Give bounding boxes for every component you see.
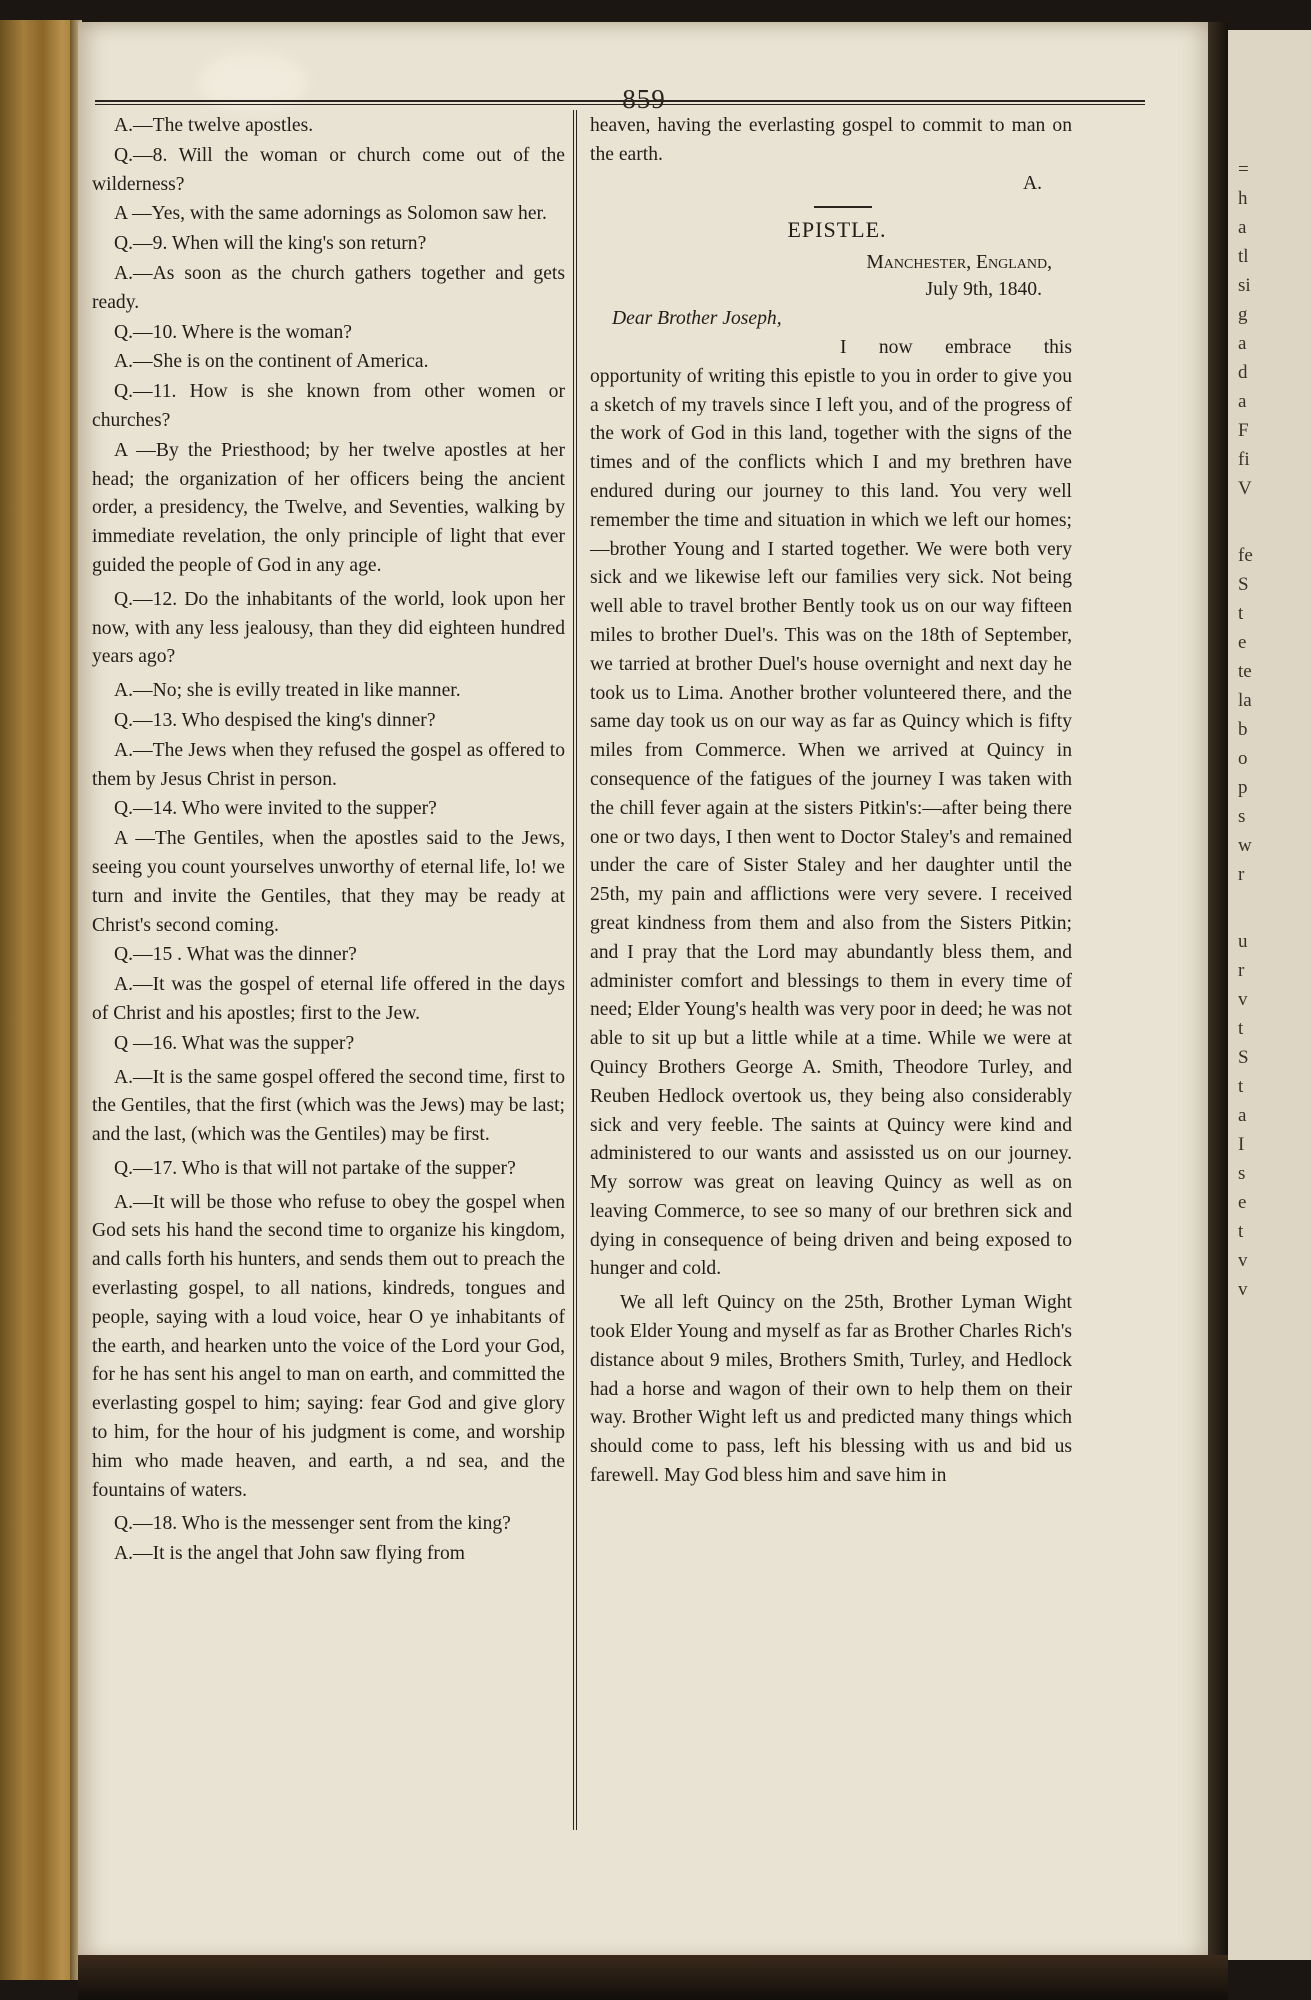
header-rule-thin <box>95 104 1145 105</box>
edge-fragment: t <box>1238 1018 1244 1039</box>
column-divider-thin <box>576 110 577 1830</box>
edge-fragment: v <box>1238 1279 1248 1300</box>
next-page-edge <box>1228 30 1311 1960</box>
edge-fragment: a <box>1238 1105 1247 1126</box>
edge-fragment <box>1238 503 1253 541</box>
qa-paragraph: Q.—9. When will the king's son return? <box>114 233 427 255</box>
qa-paragraph: A.—It is the same gospel offered the second time, first to the Gentiles, that the first (which was the Jews) may be last; and the last, (which was the Gentiles) may be first. <box>92 1066 565 1146</box>
qa-paragraph: Q —16. What was the supper? <box>114 1032 355 1054</box>
qa-paragraph: Q.—14. Who were invited to the supper? <box>114 798 437 820</box>
qa-paragraph: A.—It is the angel that John saw flying from <box>114 1543 465 1565</box>
qa-paragraph: A.—As soon as the church gathers together and gets ready. <box>92 262 565 313</box>
edge-fragment: si <box>1238 275 1251 296</box>
edge-fragment: w <box>1238 835 1252 856</box>
qa-paragraph: A.—She is on the continent of America. <box>114 351 429 373</box>
edge-fragment: = <box>1238 159 1249 180</box>
edge-fragment: a <box>1238 217 1247 238</box>
edge-fragment: v <box>1238 1250 1248 1271</box>
edge-fragment: r <box>1238 960 1245 981</box>
edge-fragment: fi <box>1238 449 1250 470</box>
edge-fragment: h <box>1238 188 1248 209</box>
edge-fragment: p <box>1238 777 1248 798</box>
salutation: Dear Brother Joseph, <box>612 308 782 330</box>
edge-fragment: te <box>1238 661 1252 682</box>
edge-fragment: e <box>1238 1192 1247 1213</box>
edge-fragment: d <box>1238 362 1248 383</box>
continuation-text: heaven, having the everlasting gospel to commit to man on the earth. <box>590 115 1072 165</box>
edge-fragment: e <box>1238 632 1247 653</box>
epistle-paragraph-2: We all left Quincy on the 25th, Brother Lyman Wight took Elder Young and myself as far as Brother Charles Rich's distance about 9 miles, Brothers Smith, Turley, and Hedlock had a horse and wagon of their own to help them on their way. Brother Wight left us and predicted many things which should come to pass, left his blessing with us and bid us farewell. May God bless him and save him in <box>590 1292 1072 1487</box>
header-rule <box>95 100 1145 102</box>
edge-fragment: t <box>1238 1221 1244 1242</box>
next-page-fragments <box>1238 155 1253 1304</box>
article-signature: A. <box>1022 172 1042 194</box>
epistle-paragraph-1: I now embrace this opportunity of writing this epistle to you in order to give you a sketch of my travels since I left you, and of the progress of the work of God in this land, together with the signs of the times and of the conflicts which I and my brethren have endured during our journey to this land. You very well remember the time and situation in which we left our homes;—brother Young and I started together. We were both very sick and we likewise left our families very sick. Not being well able to travel brother Bently took us on our way fifteen miles to brother Duel's. This was on the 18th of September, we tarried at brother Duel's house overnight and next day he took us to Lima. Another brother volunteered there, and the same day took us on our way as far as Quincy which is fifty miles from Commerce. When we arrived at Quincy in consequence of the fatigues of the journey I was taken with the chill fever again at the sisters Pitkin's:—after being there one or two days, I then went to Doctor Staley's and remained under the care of Sister Staley and her daughter until the 25th, my pain and afflictions were very severe. I received great kindness from them and also from the Sisters Pitkin; and I pray that the Lord may abundantly bless them, and administer comfort and blessings to them in every time of need; Elder Young's health was very poor in deed; he was not able to sit up but a little while at a time. While we were at Quincy Brothers George A. Smith, Theodore Turley, and Reuben Hedlock overtook us, they being also considerably sick and very feeble. The saints at Quincy were kind and administered to our wants and assissted us on our journey. My sorrow was great on leaving Quincy as well as on leaving Commerce, to see so many of our brethren sick and dying in consequence of being driven and being exposed to hunger and cold. <box>590 336 1072 1280</box>
qa-paragraph: A —By the Priesthood; by her twelve apostles at her head; the organization of her officers being the ancient order, a presidency, the Twelve, and Seventies, walking by immediate revelation, the only principle of light that ever guided the people of God in any age. <box>92 439 565 576</box>
edge-fragment: g <box>1238 304 1248 325</box>
qa-paragraph: Q.—12. Do the inhabitants of the world, look upon her now, with any less jealousy, than they did eighteen hundred years ago? <box>92 588 565 668</box>
edge-fragment: la <box>1238 690 1252 711</box>
edge-fragment: a <box>1238 391 1247 412</box>
gutter-shadow <box>1208 22 1228 1982</box>
edge-fragment: tl <box>1238 246 1249 267</box>
qa-paragraph: Q.—11. How is she known from other women or churches? <box>92 381 565 431</box>
edge-fragment: S <box>1238 574 1249 595</box>
edge-fragment <box>1238 889 1253 927</box>
qa-paragraph: A.—It will be those who refuse to obey the gospel when God sets his hand the second time to organize his kingdom, and calls forth his hunters, and sends them out to preach the everlasting gospel, to all nations, kindreds, tongues and people, saying with a loud voice, hear O ye inhabitants of the earth, and hearken unto the voice of the Lord your God, for he has sent his angel to man on earth, and committed the everlasting gospel to him; saying: fear God and give glory to him, for the hour of his judgment is come, and worship him who made heaven, and earth, a nd sea, and the fountains of waters. <box>92 1191 565 1501</box>
edge-fragment: S <box>1238 1047 1249 1068</box>
edge-fragment: s <box>1238 806 1246 827</box>
column-divider <box>573 110 574 1830</box>
qa-paragraph: A.—The Jews when they refused the gospel as offered to them by Jesus Christ in person. <box>92 739 565 790</box>
qa-paragraph: A.—The twelve apostles. <box>114 115 314 136</box>
edge-fragment: t <box>1238 603 1244 624</box>
qa-paragraph: A.—No; she is evilly treated in like manner. <box>114 680 461 702</box>
qa-paragraph: Q.—17. Who is that will not partake of the supper? <box>114 1157 516 1179</box>
qa-paragraph: A —The Gentiles, when the apostles said to the Jews, seeing you count yourselves unworthy of eternal life, lo! we turn and invite the Gentiles, that they may be ready at Christ's second coming. <box>92 828 565 936</box>
section-rule <box>814 206 872 208</box>
page-number: 859 <box>622 84 666 114</box>
edge-fragment: V <box>1238 478 1252 499</box>
edge-fragment: F <box>1238 420 1249 441</box>
edge-fragment: u <box>1238 931 1248 952</box>
qa-paragraph: A —Yes, with the same adornings as Solomon saw her. <box>114 203 547 225</box>
qa-paragraph: A.—It was the gospel of eternal life offered in the days of Christ and his apostles; first to the Jew. <box>92 974 565 1024</box>
qa-paragraph: Q.—8. Will the woman or church come out of the wilderness? <box>92 144 565 195</box>
edge-fragment: t <box>1238 1076 1244 1097</box>
epistle-heading: EPISTLE. <box>787 217 887 243</box>
book-spine <box>0 20 78 1980</box>
edge-fragment: I <box>1238 1134 1245 1155</box>
edge-fragment: r <box>1238 864 1245 885</box>
qa-paragraph: Q.—13. Who despised the king's dinner? <box>114 709 436 731</box>
edge-fragment: v <box>1238 989 1248 1010</box>
qa-paragraph: Q.—18. Who is the messenger sent from the king? <box>114 1513 511 1535</box>
dateline-place: Manchester, England, <box>866 252 1052 274</box>
dateline-date: July 9th, 1840. <box>925 279 1042 301</box>
qa-paragraph: Q.—15 . What was the dinner? <box>114 944 357 966</box>
right-column <box>590 112 1072 1491</box>
edge-fragment: fe <box>1238 545 1253 566</box>
edge-fragment: s <box>1238 1163 1246 1184</box>
edge-fragment: b <box>1238 719 1248 740</box>
edge-fragment: a <box>1238 333 1247 354</box>
edge-fragment: o <box>1238 748 1248 769</box>
qa-paragraph: Q.—10. Where is the woman? <box>114 321 352 343</box>
left-column <box>92 112 565 1570</box>
book-bottom-edge <box>78 1955 1228 2000</box>
